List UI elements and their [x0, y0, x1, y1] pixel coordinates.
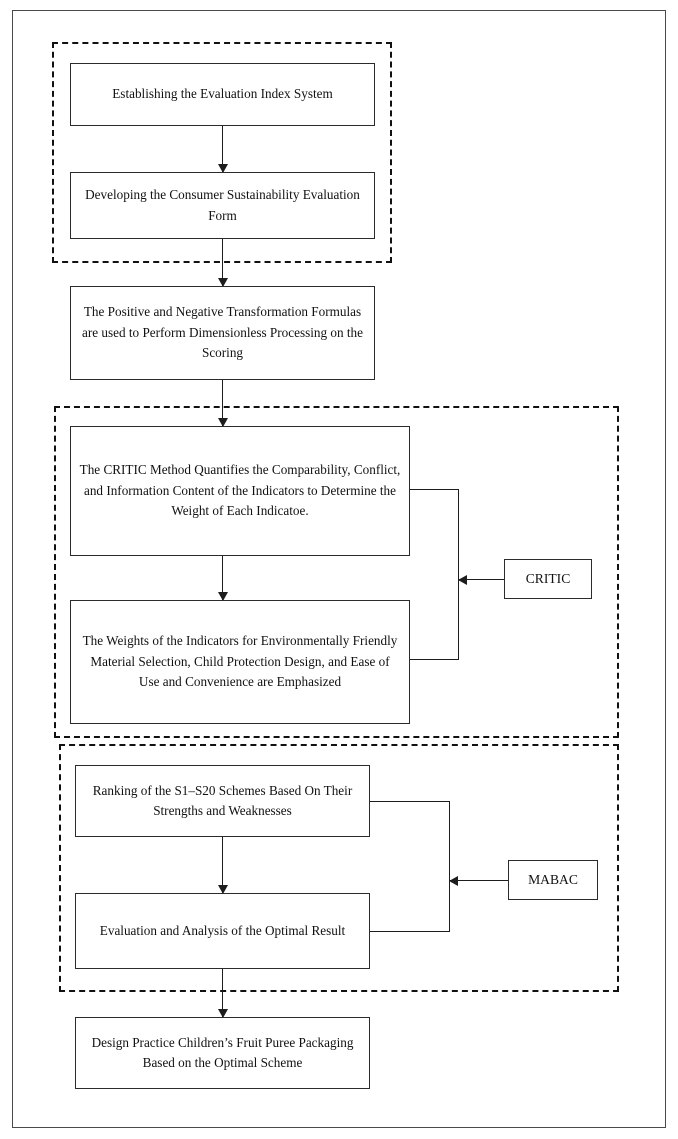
arrow-n6-n7 [222, 837, 223, 893]
label-text: MABAC [528, 872, 578, 887]
arrow-n3-n4 [222, 380, 223, 426]
arrow-n2-n3 [222, 239, 223, 286]
critic-connector-top [410, 489, 459, 490]
node-text: Establishing the Evaluation Index System [112, 86, 333, 102]
node-text: Developing the Consumer Sustainability Evaluation Form [85, 187, 360, 223]
label-critic [504, 559, 592, 599]
node-text: The Weights of the Indicators for Environmentally Friendly Material Selection, Child Protection Design, and Ease of Use and Convenience are Emphasized [82, 633, 398, 690]
node-evaluation-optimal-result [75, 893, 370, 969]
arrow-n4-n5 [222, 556, 223, 600]
node-developing-consumer-sustainability-form [70, 172, 375, 239]
mabac-connector-vertical [449, 801, 450, 931]
critic-connector-bottom [410, 659, 459, 660]
arrow-n7-n8 [222, 969, 223, 1017]
mabac-connector-arrow [450, 880, 508, 881]
node-critic-method-quantifies [70, 426, 410, 556]
node-weights-of-indicators [70, 600, 410, 724]
node-text: Design Practice Children’s Fruit Puree Packaging Based on the Optimal Scheme [91, 1034, 354, 1070]
label-mabac [508, 860, 598, 900]
arrow-n1-n2 [222, 126, 223, 172]
node-ranking-schemes [75, 765, 370, 837]
node-text: The Positive and Negative Transformation Formulas are used to Perform Dimensionless Processing on the Scoring [82, 304, 363, 361]
node-design-practice-packaging [75, 1017, 370, 1089]
critic-connector-arrow [459, 579, 504, 580]
node-text: The CRITIC Method Quantifies the Comparability, Conflict, and Information Content of the Indicators to Determine the Weight of Each Indicatoe. [79, 462, 401, 519]
node-text: Evaluation and Analysis of the Optimal Result [99, 922, 346, 938]
node-text: Ranking of the S1–S20 Schemes Based On Their Strengths and Weaknesses [92, 782, 353, 818]
label-text: CRITIC [525, 571, 571, 586]
mabac-connector-bottom [370, 931, 450, 932]
node-dimensionless-processing [70, 286, 375, 380]
node-establishing-evaluation-index-system [70, 63, 375, 126]
mabac-connector-top [370, 801, 450, 802]
